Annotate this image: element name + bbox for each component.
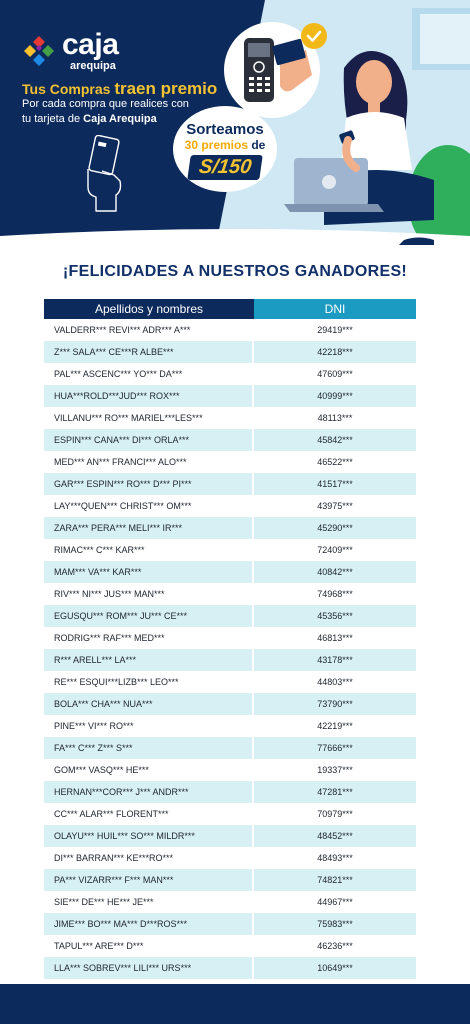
caja-logo-icon (22, 34, 56, 68)
winner-name: PA*** VIZARR*** F*** MAN*** (44, 869, 254, 891)
table-row (44, 363, 416, 385)
winner-dni: 75983*** (254, 913, 416, 935)
winner-dni: 40999*** (254, 385, 416, 407)
winner-dni: 10649*** (254, 957, 416, 979)
table-row (44, 583, 416, 605)
table-row (44, 935, 416, 957)
winner-name: GAR*** ESPIN*** RO*** D*** PI*** (44, 473, 254, 495)
header-names: Apellidos y nombres (44, 299, 254, 319)
table-row (44, 319, 416, 341)
winner-name: Z*** SALA*** CE***R ALBE*** (44, 341, 254, 363)
winner-dni: 73790*** (254, 693, 416, 715)
winner-name: MAM*** VA*** KAR*** (44, 561, 254, 583)
winner-name: RE*** ESQUI***LIZB*** LEO*** (44, 671, 254, 693)
card-in-hand-icon (82, 135, 126, 215)
table-row (44, 385, 416, 407)
prize-badge (173, 106, 277, 192)
winner-name: ESPIN*** CANA*** DI*** ORLA*** (44, 429, 254, 451)
badge-line2-suffix: de (248, 138, 266, 152)
badge-line1: Sorteamos (186, 121, 264, 138)
table-row (44, 781, 416, 803)
winner-name: FA*** C*** Z*** S*** (44, 737, 254, 759)
winner-name: MED*** AN*** FRANCI*** ALO*** (44, 451, 254, 473)
winner-dni: 48452*** (254, 825, 416, 847)
winner-name: PAL*** ASCENC*** YO*** DA*** (44, 363, 254, 385)
badge-price: S/150 (187, 155, 263, 180)
headline-part1: Tus Compras (22, 81, 115, 97)
table-row (44, 517, 416, 539)
brand-name: caja (62, 28, 119, 61)
winner-dni: 42218*** (254, 341, 416, 363)
table-row (44, 451, 416, 473)
table-row (44, 847, 416, 869)
table-row (44, 825, 416, 847)
winner-dni: 46522*** (317, 457, 353, 467)
winner-dni: 44803*** (317, 677, 353, 687)
winner-name: GOM*** VASQ*** HE*** (44, 759, 254, 781)
subline-bold: Caja Arequipa (83, 113, 157, 125)
brand-logo (22, 30, 118, 72)
table-row (44, 341, 416, 363)
table-row (44, 671, 416, 693)
table-row (44, 891, 416, 913)
table-row (44, 495, 416, 517)
winner-name: RIMAC*** C*** KAR*** (44, 539, 254, 561)
table-row (44, 693, 416, 715)
table-row (44, 737, 416, 759)
table-row (44, 803, 416, 825)
table-row (44, 561, 416, 583)
winner-name: RODRIG*** RAF*** MED*** (44, 627, 254, 649)
winner-dni: 44967*** (317, 897, 353, 907)
table-row (44, 407, 416, 429)
table-row (44, 759, 416, 781)
winners-title: ¡FELICIDADES A NUESTROS GANADORES! (62, 263, 408, 280)
winner-dni: 45842*** (254, 429, 416, 451)
winner-name: PINE*** VI*** RO*** (44, 715, 254, 737)
winner-dni: 47281*** (254, 781, 416, 803)
promo-headline (22, 79, 217, 99)
table-row (44, 539, 416, 561)
winner-name: R*** ARELL*** LA*** (44, 649, 254, 671)
winner-dni: 46813*** (317, 633, 353, 643)
headline-part2: traen premio (114, 79, 218, 98)
table-row (44, 957, 416, 979)
winner-dni: 47609*** (317, 369, 353, 379)
winner-dni: 77666*** (254, 737, 416, 759)
winner-dni: 43178*** (254, 649, 416, 671)
winner-name: DI*** BARRAN*** KE***RO*** (44, 847, 254, 869)
winner-dni: 48113*** (317, 413, 353, 423)
table-header (44, 299, 416, 319)
winner-name: OLAYU*** HUIL*** SO*** MILDR*** (44, 825, 254, 847)
winner-dni: 74821*** (254, 869, 416, 891)
table-row (44, 605, 416, 627)
winner-dni: 19337*** (317, 765, 353, 775)
table-body (44, 319, 416, 979)
subline-text: Por cada compra que realices con tu tarjeta de (22, 98, 189, 125)
winner-name: SIE*** DE*** HE*** JE*** (44, 891, 254, 913)
winners-table (44, 299, 416, 979)
winner-dni: 41517*** (254, 473, 416, 495)
winner-name: RIV*** NI*** JUS*** MAN*** (44, 583, 254, 605)
table-row (44, 429, 416, 451)
winner-dni: 74968*** (317, 589, 353, 599)
winner-name: BOLA*** CHA*** NUA*** (44, 693, 254, 715)
table-row (44, 715, 416, 737)
table-row (44, 649, 416, 671)
winner-dni: 45356*** (254, 605, 416, 627)
promo-subline (22, 97, 197, 127)
winner-name: EGUSQU*** ROM*** JU*** CE*** (44, 605, 254, 627)
header-dni: DNI (254, 299, 416, 319)
winner-dni: 46236*** (317, 941, 353, 951)
badge-prize-count: 30 premios (184, 138, 249, 152)
winner-name: CC*** ALAR*** FLORENT*** (44, 803, 254, 825)
badge-line2 (173, 138, 277, 152)
winner-dni: 70979*** (317, 809, 353, 819)
footer-band (0, 984, 470, 1024)
winner-name: HERNAN***COR*** J*** ANDR*** (44, 781, 254, 803)
winner-dni: 45290*** (254, 517, 416, 539)
table-row (44, 869, 416, 891)
winner-name: VILLANU*** RO*** MARIEL***LES*** (44, 407, 254, 429)
promo-hero (0, 0, 470, 250)
winner-name: LAY***QUEN*** CHRIST*** OM*** (44, 495, 254, 517)
winner-name: TAPUL*** ARE*** D*** (44, 935, 254, 957)
winner-name: HUA***ROLD***JUD*** ROX*** (44, 385, 254, 407)
winner-dni: 42219*** (317, 721, 353, 731)
winner-name: JIME*** BO*** MA*** D***ROS*** (44, 913, 254, 935)
table-row (44, 913, 416, 935)
winner-dni: 40842*** (254, 561, 416, 583)
winner-name: ZARA*** PERA*** MELI*** IR*** (44, 517, 254, 539)
woman-illustration (284, 40, 444, 245)
table-row (44, 473, 416, 495)
winner-dni: 29419*** (317, 325, 353, 335)
table-row (44, 627, 416, 649)
brand-sub: arequipa (70, 60, 116, 72)
winner-name: VALDERR*** REVI*** ADR*** A*** (44, 319, 254, 341)
winner-dni: 43975*** (317, 501, 353, 511)
winner-dni: 48493*** (317, 853, 353, 863)
winner-dni: 72409*** (317, 545, 353, 555)
winner-name: LLA*** SOBREV*** LILI*** URS*** (44, 957, 254, 979)
